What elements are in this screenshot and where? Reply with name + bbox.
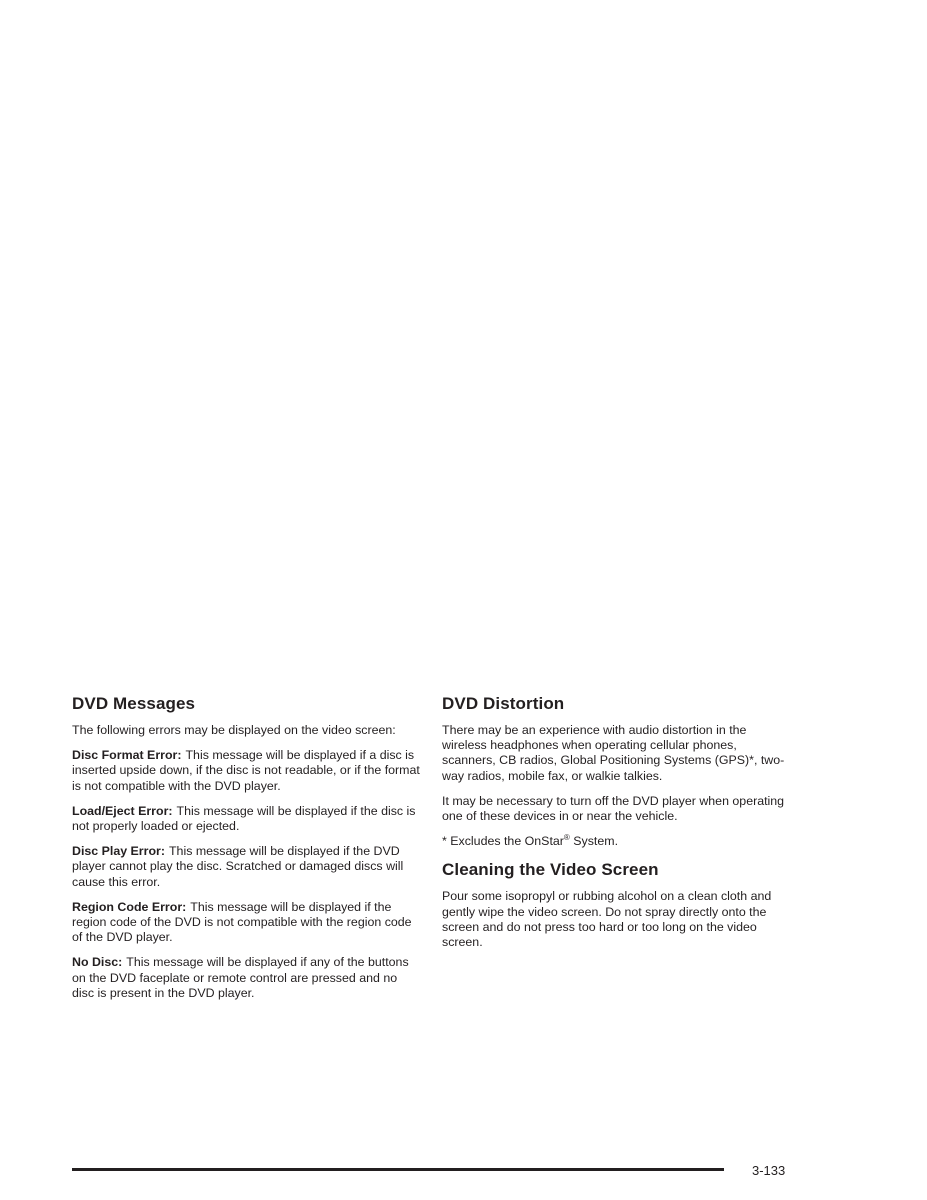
distortion-paragraph-2: It may be necessary to turn off the DVD player when operating one of these devices in or near the vehicle. bbox=[442, 793, 785, 824]
distortion-paragraph-1: There may be an experience with audio distortion in the wireless headphones when operating cellular phones, scanners, CB radios, Global Positioning Systems (GPS)*, two-way radios, mobile fax, or walkie talkies. bbox=[442, 723, 785, 783]
error-entry-load-eject bbox=[72, 804, 422, 834]
footnote-prefix: * Excludes the OnStar bbox=[442, 834, 564, 849]
error-description: This message will be displayed if the region code of the DVD is not compatible with the region code of the DVD player. bbox=[72, 899, 412, 945]
section-heading-dvd-distortion: DVD Distortion bbox=[442, 694, 565, 713]
error-description: This message will be displayed if a disc is inserted upside down, if the disc is not readable, or if the format is not compatible with the DVD player. bbox=[72, 748, 420, 793]
error-term: No Disc: bbox=[72, 955, 123, 970]
registered-mark: ® bbox=[563, 833, 570, 843]
error-term: Disc Format Error: bbox=[72, 748, 182, 763]
error-term: Region Code Error: bbox=[72, 899, 187, 914]
intro-paragraph: The following errors may be displayed on the video screen: bbox=[72, 723, 396, 737]
error-term: Disc Play Error: bbox=[72, 844, 165, 859]
left-column bbox=[72, 693, 422, 1011]
cleaning-paragraph: Pour some isopropyl or rubbing alcohol on a clean cloth and gently wipe the video screen. Do not spray directly onto the screen and do not press too hard or too long on the video screen. bbox=[442, 889, 772, 950]
error-entry-region-code bbox=[72, 900, 422, 946]
onstar-footnote bbox=[442, 834, 792, 849]
error-description: This message will be displayed if the DVD player cannot play the disc. Scratched or damaged discs will cause this error. bbox=[72, 844, 404, 889]
error-description: This message will be displayed if any of the buttons on the DVD faceplate or remote control are pressed and no disc is present in the DVD player. bbox=[72, 955, 409, 1000]
section-heading-cleaning: Cleaning the Video Screen bbox=[442, 860, 659, 880]
error-term: Load/Eject Error: bbox=[72, 803, 173, 818]
page-number: 3-133 bbox=[752, 1163, 786, 1178]
footnote-suffix: System. bbox=[569, 834, 619, 849]
error-description: This message will be displayed if the disc is not properly loaded or ejected. bbox=[72, 803, 416, 834]
error-entry-no-disc bbox=[72, 955, 422, 1001]
error-entry-disc-format bbox=[72, 748, 422, 794]
right-column bbox=[442, 693, 792, 960]
section-heading-dvd-messages: DVD Messages bbox=[72, 694, 196, 713]
error-entry-disc-play bbox=[72, 844, 422, 890]
footer-rule bbox=[72, 1168, 724, 1171]
